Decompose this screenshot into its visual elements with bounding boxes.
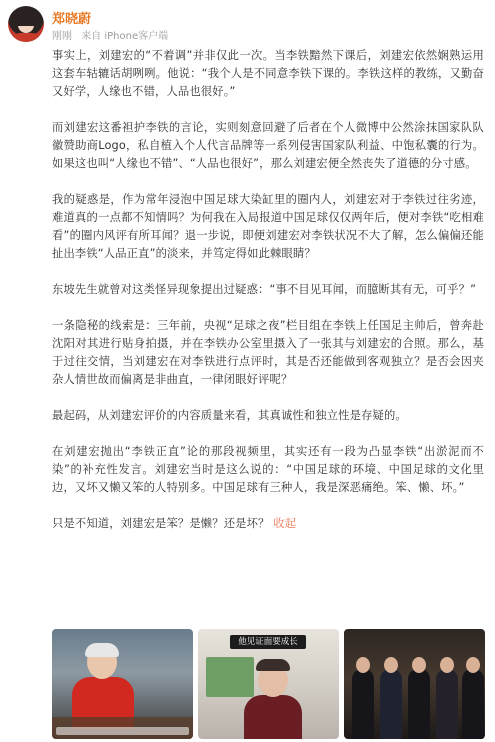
closing-paragraph	[52, 515, 484, 533]
tactics-board	[206, 657, 254, 697]
group-person-3	[408, 669, 430, 739]
paragraph-6: 最起码，从刘建宏评价的内容质量来看，其真诚性和独立性是存疑的。	[52, 409, 407, 422]
paragraph-5: 一条隐秘的线索是：三年前，央视“足球之夜”栏目组在李铁上任国足主帅后，曾奔赴沈阳对其进行贴身拍摄，并在李铁办公室里摄入了一张其与刘建宏的合照。那么，基于过往交情，当刘建宏在对李铁进行点评时，其是否还能做到客观独立？是否会因夹杂人情世故而偏离是非曲直，一律闭眼好评呢？	[52, 319, 484, 386]
person-hair	[85, 643, 119, 657]
group-head-3	[412, 657, 426, 673]
person-body	[244, 695, 302, 739]
author-name[interactable]: 郑晓蔚	[52, 12, 92, 27]
closing-line: 只是不知道，刘建宏是笨？是懒？还是坏？	[52, 517, 270, 530]
group-head-1	[356, 657, 370, 673]
subtitle-bar	[56, 727, 189, 735]
avatar[interactable]	[8, 6, 44, 42]
person-hair	[256, 659, 290, 671]
paragraph-7: 在刘建宏抛出“李铁正直”论的那段视频里，其实还有一段为凸显李铁“出淤泥而不染”的补充性发言。刘建宏当时是这么说的：“中国足球的环境、中国足球的文化里边，又坏又懒又笨的人特别多。中国足球有三种人，我是深恶痛绝。笨、懒、坏。”	[52, 445, 484, 494]
group-head-2	[384, 657, 398, 673]
avatar-hair	[11, 8, 41, 26]
group-person-1	[352, 669, 374, 739]
paragraph-3: 我的疑惑是，作为常年浸泡中国足球大染缸里的圈内人，刘建宏对于李铁过往劣迹，难道真的一点都不知情吗？为何我在入局报道中国足球仅仅两年后，便对李铁“吃相难看”的圈内风评有所耳闻？退一步说，即便刘建宏对李铁状况不大了解，怎么偏偏还能扯出李铁“人品正直”的淡来，并笃定得如此棘眼睛？	[52, 193, 484, 260]
group-person-5	[462, 669, 484, 739]
paragraph-2: 而刘建宏这番袒护李铁的言论，实则刻意回避了后者在个人微博中公然涂抹国家队队徽赞助商Logo，私自植入个人代言品牌等一系列侵害国家队利益、中饱私囊的行为。如果这也叫“人缘也不错”、“人品也很好”，那么刘建宏便全然丧失了道德的分寸感。	[52, 121, 484, 170]
video-banner: 他见证面要成长	[230, 635, 306, 649]
thumbnail-3[interactable]	[344, 629, 485, 739]
group-person-4	[436, 669, 458, 739]
post-body	[52, 47, 484, 533]
paragraph-1: 事实上，刘建宏的“不着调”并非仅此一次。当李铁黯然下课后，刘建宏依然娴熟运用这套车轱辘话胡咧咧。他说：“我个人是不同意李铁下课的。李铁这样的教练，又勤奋又好学，人缘也不错，人品也很好。”	[52, 49, 484, 98]
thumbnail-1-person	[72, 645, 132, 715]
group-head-5	[466, 657, 480, 673]
thumbnail-2[interactable]	[198, 629, 339, 739]
post-meta	[52, 27, 174, 42]
avatar-shirt	[10, 33, 42, 42]
group-head-4	[440, 657, 454, 673]
collapse-link[interactable]: 收起	[273, 517, 297, 530]
post-source: 来自 iPhone客户端	[81, 31, 169, 42]
post-header	[0, 0, 495, 46]
thumbnail-1[interactable]	[52, 629, 193, 739]
paragraph-4: 东坡先生就曾对这类怪异现象提出过疑惑：“事不目见耳闻，而臆断其有无，可乎？”	[52, 283, 477, 296]
group-person-2	[380, 669, 402, 739]
post-time: 刚刚	[52, 31, 72, 42]
image-gallery	[52, 629, 488, 739]
